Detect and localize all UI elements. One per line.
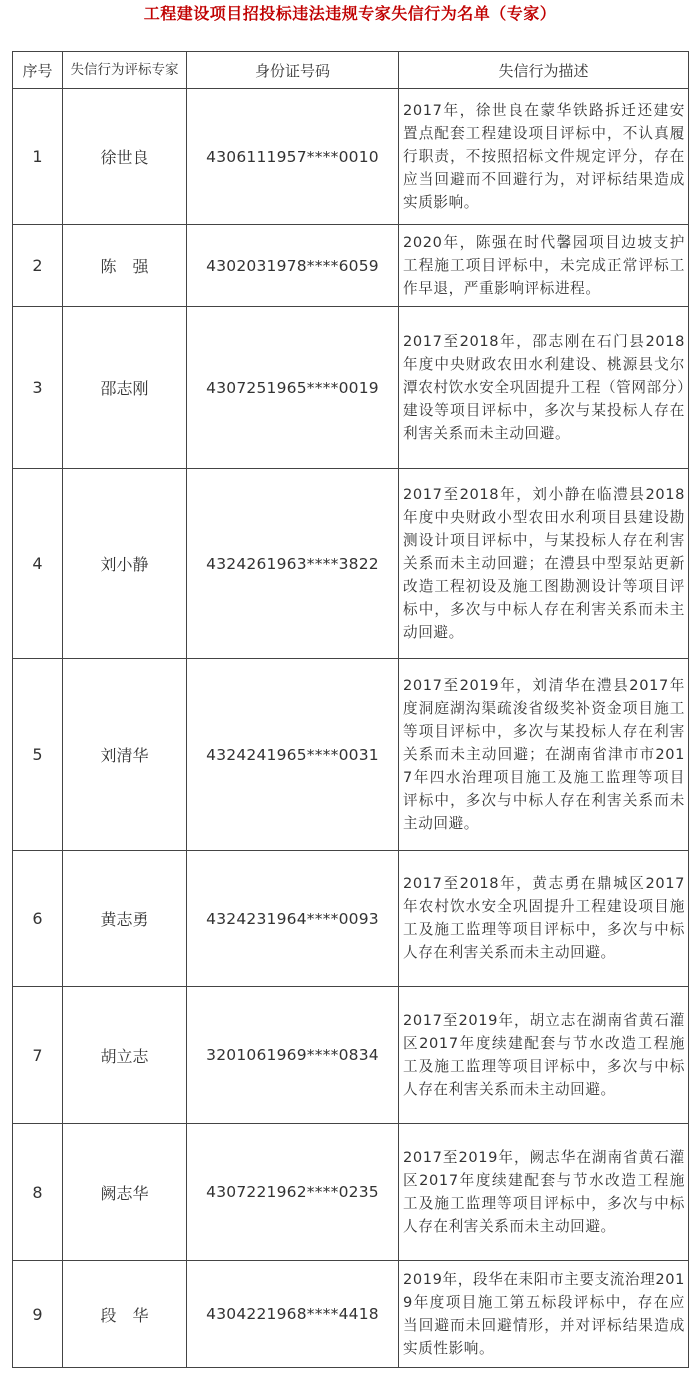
row-desc: 2017至2018年，邵志刚在石门县2018年度中央财政农田水利建设、桃源县戈尔潭农村饮水安全巩固提升工程（管网部分）建设等项目评标中，多次与某投标人存在利害关系而未主动回避。	[399, 307, 689, 469]
table-row	[13, 659, 689, 851]
row-desc: 2017至2019年，阙志华在湖南省黄石灌区2017年度续建配套与节水改造工程施工及施工监理等项目评标中，多次与中标人存在利害关系而未主动回避。	[399, 1124, 689, 1261]
row-no: 2	[13, 225, 63, 307]
table-row	[13, 1261, 689, 1368]
row-name: 邵志刚	[63, 307, 187, 469]
row-id: 4302031978****6059	[187, 225, 399, 307]
row-name: 段 华	[63, 1261, 187, 1368]
row-id: 4324261963****3822	[187, 469, 399, 659]
row-id: 4324241965****0031	[187, 659, 399, 851]
page-title: 工程建设项目招投标违法违规专家失信行为名单（专家）	[143, 4, 557, 23]
header-no: 序号	[13, 52, 63, 89]
row-desc: 2017至2019年，胡立志在湖南省黄石灌区2017年度续建配套与节水改造工程施工及施工监理等项目评标中，多次与中标人存在利害关系而未主动回避。	[399, 987, 689, 1124]
row-id: 3201061969****0834	[187, 987, 399, 1124]
row-name: 胡立志	[63, 987, 187, 1124]
row-desc: 2017至2018年，刘小静在临澧县2018年度中央财政小型农田水利项目县建设勘测设计项目评标中，与某投标人存在利害关系而未主动回避；在澧县中型泵站更新改造工程初设及施工图勘测设计等项目评标中，多次与中标人存在利害关系而未主动回避。	[399, 469, 689, 659]
row-id: 4304221968****4418	[187, 1261, 399, 1368]
row-no: 7	[13, 987, 63, 1124]
row-name: 徐世良	[63, 89, 187, 225]
expert-blacklist-table	[12, 51, 689, 1368]
row-no: 3	[13, 307, 63, 469]
row-no: 5	[13, 659, 63, 851]
row-id: 4307251965****0019	[187, 307, 399, 469]
table-row	[13, 851, 689, 987]
row-name: 阙志华	[63, 1124, 187, 1261]
row-no: 6	[13, 851, 63, 987]
row-name: 陈 强	[63, 225, 187, 307]
row-name: 刘小静	[63, 469, 187, 659]
table-row	[13, 89, 689, 225]
table-row	[13, 469, 689, 659]
row-id: 4307221962****0235	[187, 1124, 399, 1261]
row-desc: 2019年，段华在耒阳市主要支流治理2019年度项目施工第五标段评标中，存在应当回避而未回避情形，并对评标结果造成实质性影响。	[399, 1261, 689, 1368]
row-id: 4306111957****0010	[187, 89, 399, 225]
row-no: 4	[13, 469, 63, 659]
table-row	[13, 1124, 689, 1261]
row-desc: 2020年，陈强在时代馨园项目边坡支护工程施工项目评标中，未完成正常评标工作早退，严重影响评标进程。	[399, 225, 689, 307]
row-desc: 2017年，徐世良在蒙华铁路拆迁还建安置点配套工程建设项目评标中，不认真履行职责，不按照招标文件规定评分，存在应当回避而不回避行为，对评标结果造成实质影响。	[399, 89, 689, 225]
header-desc: 失信行为描述	[399, 52, 689, 89]
row-name: 刘清华	[63, 659, 187, 851]
table-row	[13, 225, 689, 307]
row-id: 4324231964****0093	[187, 851, 399, 987]
row-desc: 2017至2019年，刘清华在澧县2017年度洞庭湖沟渠疏浚省级奖补资金项目施工等项目评标中，多次与某投标人存在利害关系而未主动回避；在湖南省津市市2017年四水治理项目施工及施工监理等项目评标中，多次与中标人存在利害关系而未主动回避。	[399, 659, 689, 851]
header-id: 身份证号码	[187, 52, 399, 89]
row-no: 8	[13, 1124, 63, 1261]
table-row	[13, 307, 689, 469]
row-no: 1	[13, 89, 63, 225]
header-expert: 失信行为评标专家	[63, 52, 187, 89]
row-no: 9	[13, 1261, 63, 1368]
row-desc: 2017至2018年，黄志勇在鼎城区2017年农村饮水安全巩固提升工程建设项目施工及施工监理等项目评标中，多次与中标人存在利害关系而未主动回避。	[399, 851, 689, 987]
table-header-row	[13, 52, 689, 89]
table-row	[13, 987, 689, 1124]
row-name: 黄志勇	[63, 851, 187, 987]
